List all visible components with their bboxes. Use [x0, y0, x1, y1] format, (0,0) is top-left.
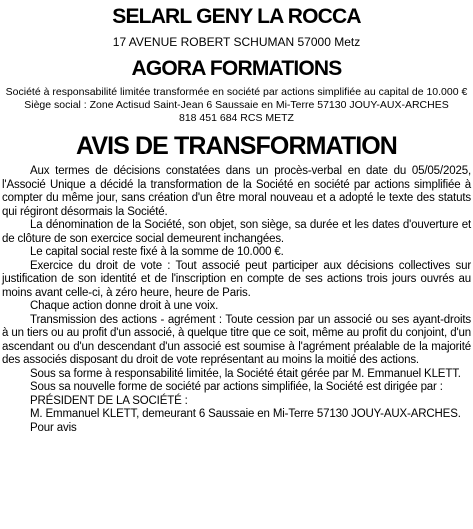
- paragraph-new-management: Sous sa nouvelle forme de société par actions simplifiée, la Société est dirigée par :: [30, 381, 443, 393]
- firm-address: 17 AVENUE ROBERT SCHUMAN 57000 Metz: [112, 35, 361, 49]
- paragraph-share-transfer: Transmission des actions - agrément : Toute cession par un associé ou ses ayant-droits à un tiers ou au profit d'un associé, à quelque titre que ce soit, même au profit du conjoint, d'un ascendant ou d'un descendant d'un associé est soumise à l'agrément préalable de la majorité des associés disposant du droit de vote représentant au moins la moitié des actions.: [2, 313, 471, 366]
- paragraph-president: M. Emmanuel KLETT, demeurant 6 Saussaie en Mi-Terre 57130 JOUY-AUX-ARCHES.: [30, 408, 461, 420]
- paragraph-one-vote: Chaque action donne droit à une voix.: [30, 300, 219, 312]
- paragraph-president-heading: PRÉSIDENT DE LA SOCIÉTÉ :: [30, 394, 188, 407]
- registered-office: Siège social : Zone Actisud Saint-Jean 6 Saussaie en Mi-Terre 57130 JOUY-AUX-ARCHES: [24, 99, 449, 111]
- company-name: AGORA FORMATIONS: [131, 57, 342, 80]
- company-description: Société à responsabilité limitée transformée en société par actions simplifiée au capital de 10.000 €: [5, 86, 468, 98]
- paragraph-voting-rights: Exercice du droit de vote : Tout associé peut participer aux décisions collectives sur justification de son identité et de l'inscription en compte de ses actions trois jours ouvrés au moins avant celle-ci, à zéro heure, heure de Paris.: [2, 259, 471, 299]
- notice-body: [2, 165, 471, 435]
- notice-title: AVIS DE TRANSFORMATION: [76, 132, 397, 160]
- paragraph-former-manager: Sous sa forme à responsabilité limitée, la Société était gérée par M. Emmanuel KLETT.: [30, 367, 461, 380]
- paragraph-unchanged: La dénomination de la Société, son objet, son siège, sa durée et les dates d'ouverture et de clôture de son exercice social demeurent inchangées.: [2, 219, 471, 245]
- rcs-number: 818 451 684 RCS METZ: [179, 112, 294, 124]
- paragraph-capital: Le capital social reste fixé à la somme de 10.000 €.: [30, 246, 284, 258]
- paragraph-decision: Aux termes de décisions constatées dans un procès-verbal en date du 05/05/2025, l'Associé Unique a décidé la transformation de la Société en société par actions simplifiée à compter du même jour, sans création d'un être moral nouveau et a adopté le texte des statuts qui régiront désormais la Société.: [2, 165, 471, 218]
- firm-name: SELARL GENY LA ROCCA: [112, 5, 361, 28]
- paragraph-closing: Pour avis: [30, 421, 77, 434]
